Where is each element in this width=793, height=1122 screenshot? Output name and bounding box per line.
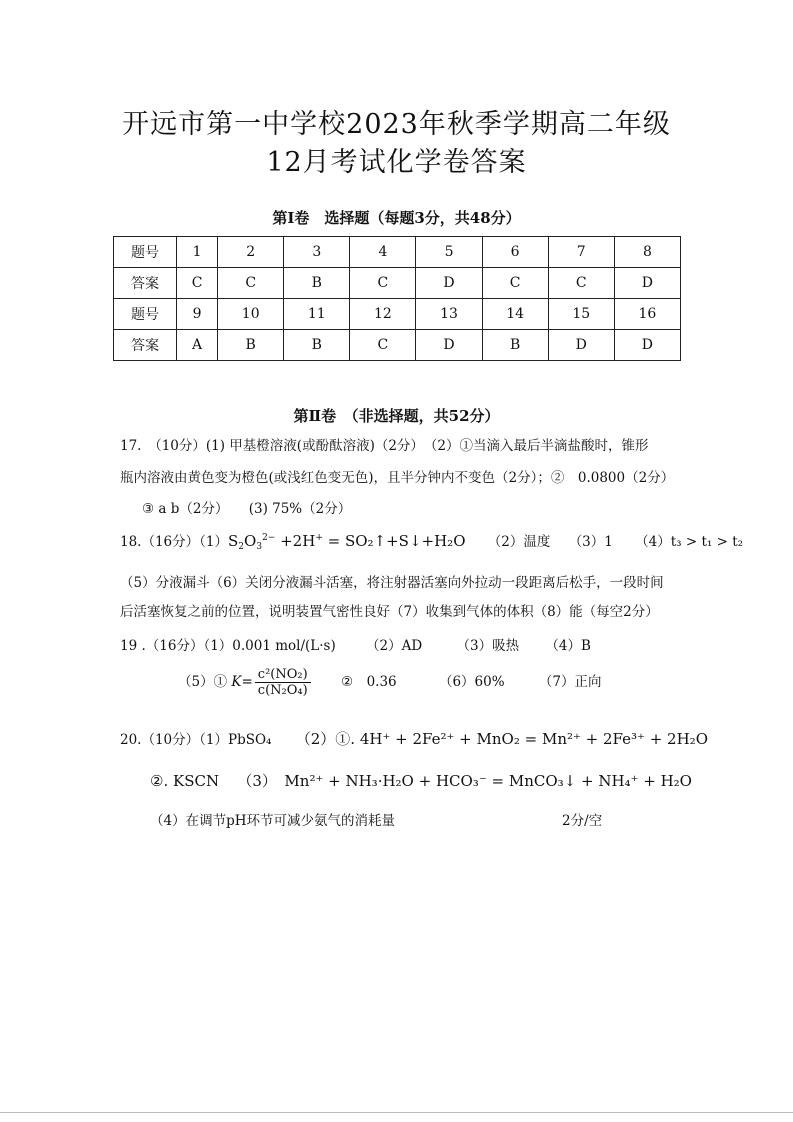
- table-cell: D: [614, 330, 680, 361]
- q18-prefix: 18.（16分）（1）: [120, 534, 228, 550]
- q17-line2: 瓶内溶液由黄色变为橙色(或浅红色变无色)，且半分钟内不变色（2分）；② 0.0800（2分）: [120, 470, 675, 486]
- table-row-label: 题号: [114, 299, 177, 330]
- table-cell: C: [218, 268, 284, 299]
- table-cell: 15: [548, 299, 614, 330]
- table-cell: A: [177, 330, 218, 361]
- table-cell: D: [614, 268, 680, 299]
- q18-part4: （4）t₃ > t₁ > t₂: [635, 534, 744, 550]
- q18-line2: （5）分液漏斗（6）关闭分液漏斗活塞，将注射器活塞向外拉动一段距离后松手，一段时间: [120, 575, 664, 591]
- q18-line1: [120, 534, 743, 552]
- q17-line3: ③ a b（2分） (3) 75%（2分）: [142, 501, 352, 517]
- q19-part4: （4）B: [545, 638, 591, 654]
- q20-part2: （2）①. 4H⁺ + 2Fe²⁺ + MnO₂ = Mn²⁺ + 2Fe³⁺ + 2H₂O: [295, 730, 708, 748]
- table-cell: C: [350, 268, 416, 299]
- q19-part1: 19 .（16分）（1）0.001 mol/(L·s): [120, 638, 336, 654]
- q19-k-numerator: c²(NO₂): [255, 668, 311, 683]
- table-cell: 4: [350, 237, 416, 268]
- table-cell: C: [177, 268, 218, 299]
- table-cell: 3: [284, 237, 350, 268]
- q19-part5b: ② 0.36: [340, 674, 397, 690]
- q19-k-denominator: c(N₂O₄): [257, 683, 308, 698]
- q17-line1: 17. （10分）(1) 甲基橙溶液(或酚酞溶液)（2分） （2）①当滴入最后半滴盐酸时，锥形: [120, 438, 649, 454]
- q19-part5: （5）①: [178, 674, 228, 690]
- doc-title-line2: 12月考试化学卷答案: [266, 147, 527, 178]
- q19-part6: （6）60%: [438, 674, 505, 690]
- doc-title-line1: 开远市第一中学校2023年秋季学期高二年级: [122, 109, 671, 140]
- page-bottom-rule: [0, 1112, 793, 1113]
- q20-score-note: 2分/空: [562, 813, 603, 829]
- table-cell: B: [284, 330, 350, 361]
- q19-k-fraction: [255, 668, 311, 697]
- table-cell: 16: [614, 299, 680, 330]
- answer-table: [113, 236, 681, 361]
- table-cell: 7: [548, 237, 614, 268]
- table-row-label: 答案: [114, 268, 177, 299]
- q20-part2b: ②. KSCN: [150, 772, 220, 790]
- q18-part3: （3）1: [568, 534, 613, 550]
- table-cell: 10: [218, 299, 284, 330]
- q18-part2: （2）温度: [487, 534, 551, 550]
- table-cell: 9: [177, 299, 218, 330]
- q19-part2: （2）AD: [366, 638, 423, 654]
- q19-line1: [120, 640, 591, 654]
- q20-line3: [150, 813, 603, 829]
- table-row: [114, 299, 681, 330]
- table-cell: 1: [177, 237, 218, 268]
- table-cell: C: [548, 268, 614, 299]
- q18-equation: $S_2O_3^{2-} +2H^+$ = SO₂↑+S↓+H₂O: [228, 532, 466, 552]
- table-cell: B: [482, 330, 548, 361]
- section1-heading: 第Ⅰ卷 选择题（每题3分，共48分）: [272, 209, 521, 227]
- table-cell: D: [548, 330, 614, 361]
- section2-heading: 第Ⅱ卷 （非选择题，共52分）: [293, 407, 500, 425]
- table-row: [114, 237, 681, 268]
- q18-line3: 后活塞恢复之前的位置，说明装置气密性良好（7）收集到气体的体积（8）能（每空2分）: [120, 604, 659, 620]
- table-row: [114, 330, 681, 361]
- table-cell: C: [482, 268, 548, 299]
- table-cell: 5: [416, 237, 482, 268]
- table-cell: B: [284, 268, 350, 299]
- table-row-label: 答案: [114, 330, 177, 361]
- table-row: [114, 268, 681, 299]
- table-cell: C: [350, 330, 416, 361]
- q20-line2: [150, 774, 692, 790]
- q20-line1: [120, 732, 708, 748]
- table-cell: 6: [482, 237, 548, 268]
- q19-part3: （3）吸热: [456, 638, 520, 654]
- table-cell: 12: [350, 299, 416, 330]
- table-cell: 11: [284, 299, 350, 330]
- table-cell: D: [416, 330, 482, 361]
- table-cell: D: [416, 268, 482, 299]
- table-cell: 13: [416, 299, 482, 330]
- table-cell: 2: [218, 237, 284, 268]
- q20-part4: （4）在调节pH环节可减少氨气的消耗量: [150, 813, 396, 829]
- table-cell: B: [218, 330, 284, 361]
- q19-part7: （7）正向: [538, 674, 602, 690]
- table-cell: 8: [614, 237, 680, 268]
- q20-part1: 20.（10分）（1）PbSO₄: [120, 732, 272, 748]
- table-row-label: 题号: [114, 237, 177, 268]
- q20-part3: （3） Mn²⁺ + NH₃·H₂O + HCO₃⁻ = MnCO₃↓ + NH₄⁺ + H₂O: [237, 772, 692, 790]
- q19-line2: [178, 668, 601, 697]
- q19-k-label: K=: [231, 674, 253, 690]
- table-cell: 14: [482, 299, 548, 330]
